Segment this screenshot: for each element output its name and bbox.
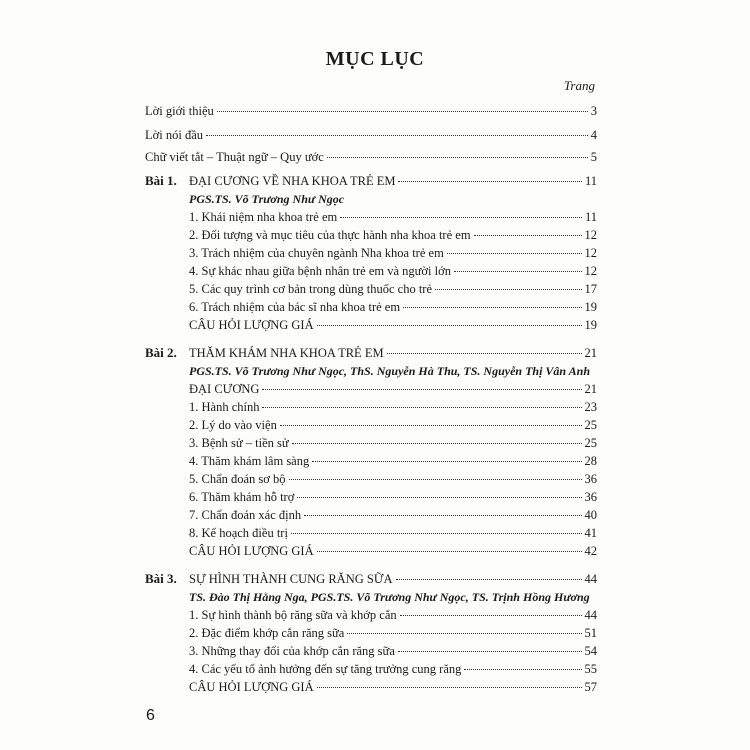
entry-label: CÂU HỎI LƯỢNG GIÁ (189, 544, 314, 558)
dot-leader (291, 533, 582, 534)
chapter-authors (189, 588, 590, 606)
dot-leader (464, 669, 581, 670)
chapter-title: ĐẠI CƯƠNG VỀ NHA KHOA TRẺ EM (189, 174, 396, 188)
entry-page: 4 (590, 128, 597, 142)
entry-page: 55 (584, 662, 597, 676)
entry-label: 3. Bệnh sử – tiền sử (189, 436, 289, 450)
dot-leader (347, 633, 581, 634)
entry-label: 1. Khái niệm nha khoa trẻ em (189, 210, 338, 224)
toc-entry (189, 542, 597, 560)
toc-entry (189, 488, 597, 506)
entry-page: 40 (584, 508, 597, 522)
entry-label: CÂU HỎI LƯỢNG GIÁ (189, 680, 314, 694)
entry-label: 3. Trách nhiệm của chuyên ngành Nha khoa trẻ em (189, 246, 444, 260)
entry-page: 3 (590, 104, 597, 118)
toc-entry (189, 298, 597, 316)
entry-page: 28 (584, 454, 597, 468)
toc-entry (189, 244, 597, 262)
authors-text: TS. Đào Thị Hằng Nga, PGS.TS. Võ Trương Như Ngọc, TS. Trịnh Hồng Hương (189, 590, 590, 604)
dot-leader (387, 353, 582, 354)
toc-entry (189, 524, 597, 542)
toc-entry (189, 470, 597, 488)
entry-page: 51 (584, 626, 597, 640)
toc-entry (189, 316, 597, 334)
entry-page: 25 (584, 436, 597, 450)
toc-entry (145, 148, 597, 166)
toc-entry (189, 262, 597, 280)
entry-label: 1. Hành chính (189, 400, 260, 414)
dot-leader (400, 615, 582, 616)
dot-leader (398, 651, 582, 652)
entry-label: 1. Sự hình thành bộ răng sữa và khớp cắn (189, 608, 397, 622)
entry-label: 3. Những thay đổi của khớp cắn răng sữa (189, 644, 395, 658)
toc-entry (189, 208, 597, 226)
toc-entry (189, 416, 597, 434)
entry-label: 5. Chẩn đoán sơ bộ (189, 472, 286, 486)
entry-page: 44 (584, 572, 597, 586)
chapter-title-row (189, 172, 597, 190)
toc-entry (189, 660, 597, 678)
entry-page: 19 (584, 318, 597, 332)
chapter-title-row (189, 570, 597, 588)
dot-leader (262, 389, 581, 390)
entry-page: 42 (584, 544, 597, 558)
dot-leader (317, 325, 582, 326)
entry-page: 12 (584, 228, 597, 242)
chapter-authors (189, 190, 344, 208)
toc-entry (189, 678, 597, 696)
dot-leader (262, 407, 581, 408)
toc-entry (189, 642, 597, 660)
toc-entry (189, 398, 597, 416)
entry-page: 5 (590, 150, 597, 164)
dot-leader (292, 443, 582, 444)
chapter-number: Bài 1. (145, 173, 177, 188)
entry-label: 2. Đặc điểm khớp cắn răng sữa (189, 626, 345, 640)
toc-entry (189, 452, 597, 470)
entry-label: 2. Đối tượng và mục tiêu của thực hành nha khoa trẻ em (189, 228, 471, 242)
entry-label: Lời nói đầu (145, 128, 203, 142)
dot-leader (340, 217, 582, 218)
chapter-authors (189, 362, 590, 380)
toc-entry (189, 606, 597, 624)
entry-page: 57 (584, 680, 597, 694)
toc-entry (145, 102, 597, 120)
chapter-number: Bài 2. (145, 345, 177, 360)
entry-label: 4. Các yếu tố ảnh hưởng đến sự tăng trưởng cung răng (189, 662, 462, 676)
dot-leader (454, 271, 582, 272)
entry-page: 12 (584, 246, 597, 260)
dot-leader (317, 687, 582, 688)
dot-leader (398, 181, 581, 182)
dot-leader (304, 515, 581, 516)
dot-leader (312, 461, 581, 462)
entry-label: 6. Thăm khám hỗ trợ (189, 490, 295, 504)
toc-entry (189, 624, 597, 642)
toc-entry (189, 380, 597, 398)
entry-page: 54 (584, 644, 597, 658)
chapter-number: Bài 3. (145, 571, 177, 586)
toc-entry (145, 126, 597, 144)
dot-leader (317, 551, 582, 552)
page-title: MỤC LỤC (325, 48, 425, 70)
toc-entry (189, 280, 597, 298)
entry-page: 11 (584, 210, 597, 224)
entry-page: 21 (584, 382, 597, 396)
entry-page: 23 (584, 400, 597, 414)
entry-page: 25 (584, 418, 597, 432)
entry-page: 19 (584, 300, 597, 314)
dot-leader (435, 289, 581, 290)
dot-leader (396, 579, 582, 580)
entry-label: CÂU HỎI LƯỢNG GIÁ (189, 318, 314, 332)
entry-page: 36 (584, 472, 597, 486)
entry-label: 4. Thăm khám lâm sàng (189, 454, 310, 468)
authors-text: PGS.TS. Võ Trương Như Ngọc (189, 192, 345, 206)
dot-leader (206, 135, 588, 136)
entry-label: Lời giới thiệu (145, 104, 214, 118)
page-column-label: Trang (563, 78, 595, 93)
entry-label: Chữ viết tắt – Thuật ngữ – Quy ước (145, 150, 324, 164)
chapter-title: THĂM KHÁM NHA KHOA TRẺ EM (189, 346, 384, 360)
entry-label: 8. Kế hoạch điều trị (189, 526, 288, 540)
page-number: 6 (146, 707, 155, 724)
toc-entry (189, 226, 597, 244)
entry-label: 5. Các quy trình cơ bản trong dùng thuốc cho trẻ (189, 282, 433, 296)
entry-page: 11 (584, 174, 597, 188)
entry-label: 7. Chẩn đoán xác định (189, 508, 302, 522)
entry-page: 12 (584, 264, 597, 278)
dot-leader (403, 307, 581, 308)
dot-leader (280, 425, 582, 426)
dot-leader (217, 111, 588, 112)
chapter-title: SỰ HÌNH THÀNH CUNG RĂNG SỮA (189, 572, 393, 586)
chapter-title-row (189, 344, 597, 362)
dot-leader (327, 157, 588, 158)
dot-leader (447, 253, 582, 254)
entry-label: 2. Lý do vào viện (189, 418, 277, 432)
toc-entry (189, 506, 597, 524)
entry-page: 17 (584, 282, 597, 296)
entry-page: 21 (584, 346, 597, 360)
entry-label: ĐẠI CƯƠNG (189, 382, 260, 396)
entry-page: 36 (584, 490, 597, 504)
dot-leader (474, 235, 582, 236)
entry-label: 6. Trách nhiệm của bác sĩ nha khoa trẻ em (189, 300, 401, 314)
dot-leader (297, 497, 581, 498)
toc-entry (189, 434, 597, 452)
entry-page: 44 (584, 608, 597, 622)
entry-label: 4. Sự khác nhau giữa bệnh nhân trẻ em và người lớn (189, 264, 451, 278)
entry-page: 41 (584, 526, 597, 540)
dot-leader (289, 479, 582, 480)
authors-text: PGS.TS. Võ Trương Như Ngọc, ThS. Nguyễn Hà Thu, TS. Nguyễn Thị Vân Anh (189, 364, 591, 378)
